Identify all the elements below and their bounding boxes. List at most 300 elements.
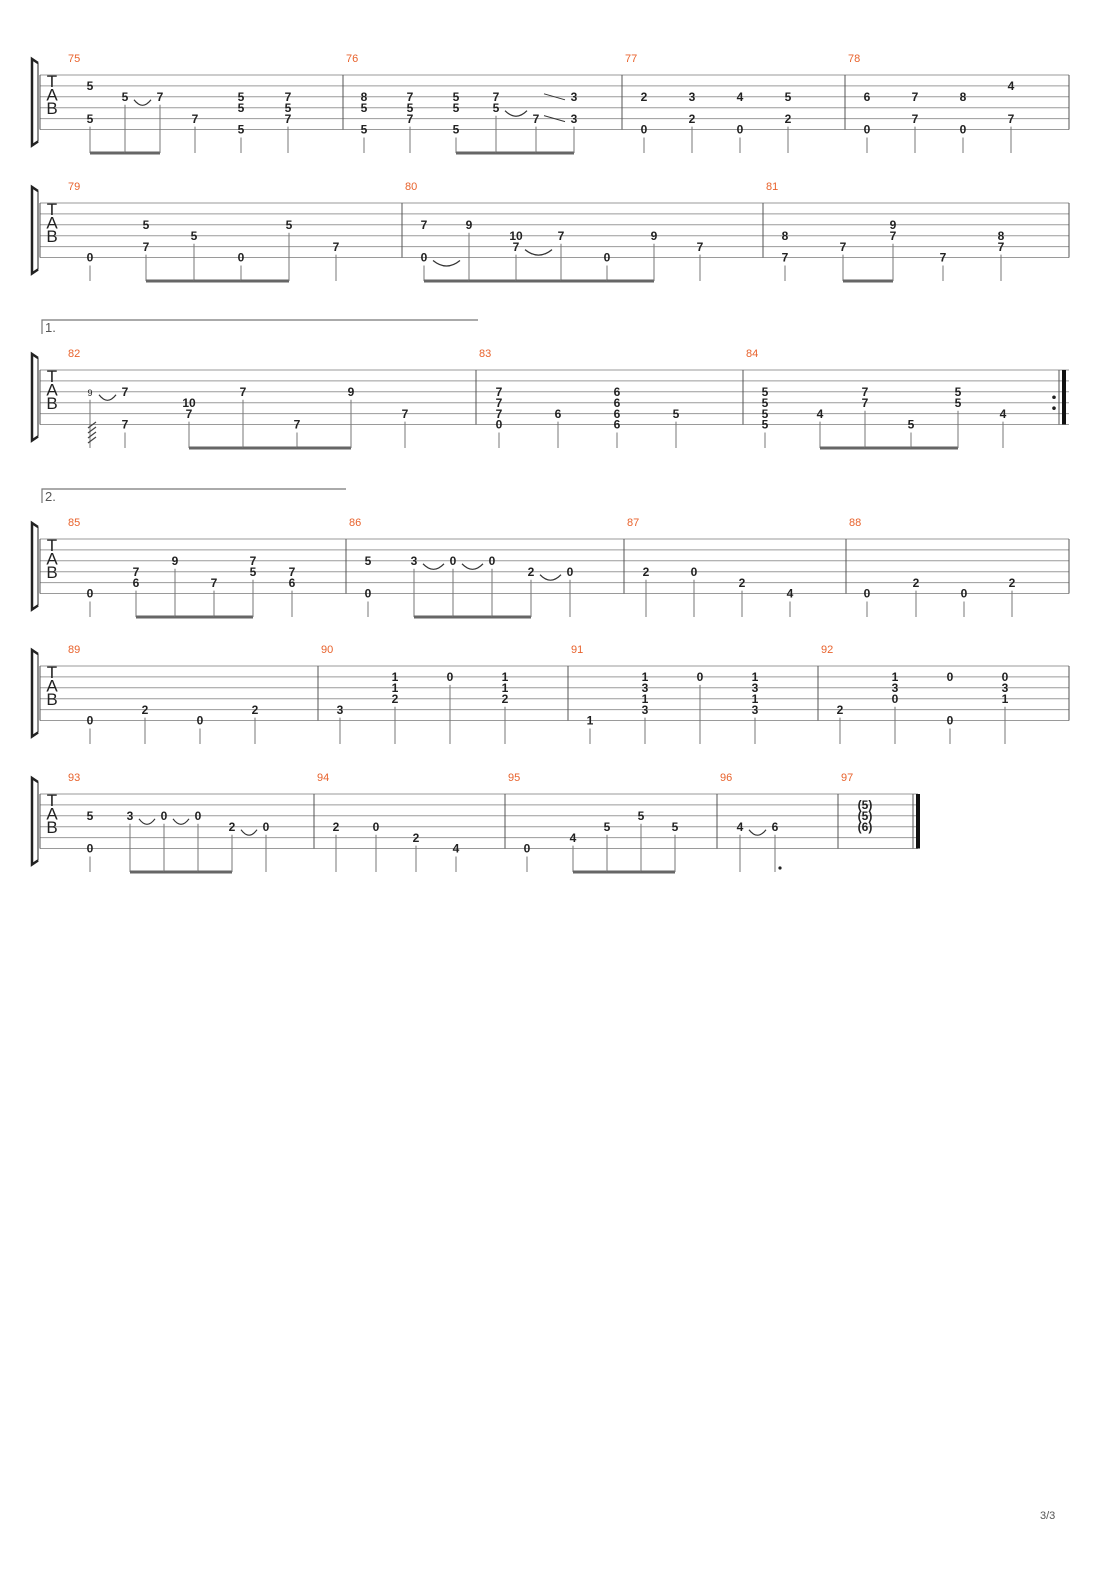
fret-number: 4 (999, 406, 1007, 421)
fret-number: 7 (406, 90, 414, 104)
beat (673, 407, 680, 448)
fret-number: 9 (87, 388, 93, 398)
beat (1008, 79, 1015, 153)
beat (672, 820, 679, 872)
fret-number: 1 (891, 670, 899, 685)
fret-number: 0 (495, 417, 503, 432)
measure (746, 348, 1064, 448)
fret-number: 10 (182, 395, 196, 410)
fret-number: 2 (1008, 575, 1016, 590)
fret-number: 2 (640, 90, 648, 104)
beat (453, 90, 496, 153)
fret-number: 7 (121, 417, 129, 432)
fret-number: 0 (372, 819, 380, 834)
tie-arc (540, 575, 561, 581)
beat (87, 388, 116, 448)
fret-number: 0 (959, 122, 967, 137)
tab-clef-letter: B (46, 690, 58, 709)
fret-number: 0 (960, 586, 968, 601)
volta-label: 1. (45, 320, 56, 335)
beat (421, 218, 469, 281)
fret-number: 1 (391, 681, 399, 695)
beat (489, 554, 531, 617)
fret-number: 5 (142, 218, 150, 232)
tab-clef-letter: T (46, 791, 58, 810)
beat (558, 229, 607, 281)
fret-number: 5 (761, 395, 769, 410)
beat (947, 670, 954, 744)
tab-system (32, 772, 918, 872)
fret-number: 0 (603, 250, 611, 265)
system-bracket (32, 778, 38, 865)
fret-number: 3 (1001, 681, 1009, 695)
tie-arc (139, 819, 155, 825)
measure (849, 517, 1069, 617)
fret-number: 0 (946, 670, 954, 685)
measure (627, 517, 846, 617)
beat (87, 714, 94, 744)
fret-number: 6 (613, 417, 621, 432)
fret-number: 7 (997, 239, 1005, 254)
beat (238, 90, 245, 153)
fret-number: 0 (946, 713, 954, 728)
measure-number: 89 (68, 644, 81, 656)
beat (737, 820, 766, 872)
fret-number: 3 (751, 681, 759, 695)
fret-number: 5 (954, 385, 962, 399)
beat (940, 251, 947, 281)
fret-number: 7 (939, 250, 947, 265)
beat (587, 714, 594, 744)
beat (127, 809, 164, 872)
measure-number: 91 (571, 644, 584, 656)
fret-number: 5 (284, 100, 292, 115)
fret-number: 3 (410, 554, 418, 568)
fret-number: 5 (637, 809, 645, 823)
measure-number: 81 (766, 181, 779, 193)
beat (571, 90, 578, 153)
measure-number: 85 (68, 517, 81, 529)
fret-number: 6 (771, 819, 779, 834)
fret-number: 8 (360, 90, 368, 104)
measure (405, 181, 763, 281)
fret-number: 7 (911, 90, 919, 104)
fret-number: 7 (532, 111, 540, 126)
beat (651, 229, 658, 281)
fret-number: 7 (239, 385, 247, 399)
fret-number: 5 (86, 809, 94, 823)
beat (908, 418, 958, 448)
fret-number: 0 (566, 564, 574, 579)
measure (841, 772, 918, 849)
fret-number: 5 (954, 395, 962, 410)
fret-number: 9 (650, 228, 658, 243)
fret-number: 7 (132, 564, 140, 579)
tab-clef-letter: A (46, 804, 58, 824)
tab-system (32, 320, 1069, 448)
measure (68, 644, 318, 744)
fret-number: 0 (891, 691, 899, 706)
page-number: 3/3 (1040, 1510, 1056, 1522)
fret-number: (5) (857, 809, 873, 823)
beat (411, 554, 453, 617)
tie-arc (505, 111, 527, 117)
fret-number: 7 (495, 395, 503, 410)
beat (697, 240, 704, 281)
beat (858, 798, 873, 834)
measure (848, 53, 1069, 153)
beat (772, 820, 782, 872)
fret-number: 7 (249, 554, 257, 568)
beat (285, 90, 292, 153)
beat (912, 90, 919, 153)
beat (407, 90, 414, 153)
fret-number: 0 (736, 122, 744, 137)
measure-number: 82 (68, 348, 81, 360)
beat (840, 240, 893, 281)
beat (493, 90, 536, 153)
beat (782, 229, 789, 281)
fret-number: 7 (284, 111, 292, 126)
fret-number: 4 (736, 819, 744, 834)
fret-number: 0 (446, 670, 454, 685)
measure-number: 87 (627, 517, 640, 529)
fret-number: 0 (863, 586, 871, 601)
beat (555, 407, 562, 448)
fret-number: 5 (761, 385, 769, 399)
fret-number: 1 (751, 670, 759, 685)
measure (321, 644, 568, 744)
tie-arc (462, 564, 483, 570)
measure-number: 88 (849, 517, 862, 529)
beat (817, 407, 865, 448)
measure (766, 181, 1069, 281)
fret-number: 1 (586, 713, 594, 728)
fret-number: 10 (509, 228, 523, 243)
beat (143, 218, 194, 281)
measure (479, 348, 743, 448)
tab-clef-letter: T (46, 663, 58, 682)
beat (533, 94, 574, 153)
tab-clef-letter: A (46, 213, 58, 233)
duration-dot (778, 866, 781, 869)
fret-number: 7 (495, 406, 503, 421)
fret-number: 3 (126, 809, 134, 823)
measure (317, 772, 505, 872)
beat (286, 218, 293, 281)
beat (1009, 576, 1016, 617)
fret-number: 7 (210, 575, 218, 590)
beat (642, 670, 649, 744)
measure (346, 53, 622, 153)
fret-number: 7 (156, 90, 164, 104)
fret-number: 5 (249, 564, 257, 579)
arpeggio-mark (88, 427, 96, 433)
fret-number: 6 (613, 406, 621, 421)
fret-number: 0 (420, 250, 428, 265)
beat (739, 576, 746, 617)
fret-number: 0 (196, 713, 204, 728)
beat (697, 670, 704, 744)
beat (294, 418, 351, 448)
beat (862, 385, 911, 448)
fret-number: 0 (863, 122, 871, 137)
beat (238, 251, 289, 281)
beat (864, 587, 871, 617)
beat (122, 385, 129, 448)
beat (570, 831, 607, 872)
fret-number: 6 (863, 90, 871, 104)
measure (571, 644, 818, 744)
fret-number: 3 (570, 90, 578, 104)
beat (502, 670, 509, 744)
fret-number: 7 (332, 239, 340, 254)
fret-number: 5 (360, 122, 368, 137)
beat (960, 90, 967, 153)
fret-number: 7 (781, 250, 789, 265)
fret-number: 5 (452, 90, 460, 104)
fret-number: 8 (781, 228, 789, 243)
fret-number: (6) (857, 819, 873, 834)
fret-number: 0 (696, 670, 704, 685)
fret-number: 5 (237, 100, 245, 115)
fret-number: 7 (142, 239, 150, 254)
fret-number: 8 (959, 90, 967, 104)
measure-number: 83 (479, 348, 492, 360)
fret-number: 4 (786, 586, 794, 601)
fret-number: 3 (336, 702, 344, 717)
beat (864, 90, 871, 153)
beat (161, 809, 198, 872)
fret-number: 5 (672, 406, 680, 421)
beat (133, 565, 175, 617)
fret-number: 7 (1007, 111, 1015, 126)
tab-clef-letter: B (46, 99, 58, 118)
fret-number: 7 (557, 228, 565, 243)
measure-number: 90 (321, 644, 334, 656)
fret-number: 0 (364, 586, 372, 601)
measure (720, 772, 838, 872)
fret-number: 2 (332, 819, 340, 834)
measure-number: 79 (68, 181, 81, 193)
fret-number: 1 (641, 670, 649, 685)
beat (524, 842, 531, 872)
fret-number: 2 (228, 819, 236, 834)
beat (453, 842, 460, 872)
beat (333, 240, 340, 281)
fret-number: 1 (641, 691, 649, 706)
volta-bracket (42, 489, 346, 503)
fret-number: 5 (237, 122, 245, 137)
repeat-dot (1052, 406, 1056, 410)
measure-number: 80 (405, 181, 418, 193)
fret-number: 4 (1007, 79, 1015, 94)
fret-number: 2 (391, 691, 399, 706)
beat (604, 251, 654, 281)
beat (998, 229, 1005, 281)
fret-number: 6 (288, 575, 296, 590)
fret-number: 5 (285, 218, 293, 232)
tab-clef-letter: T (46, 536, 58, 555)
beat (229, 820, 257, 872)
beat (737, 90, 744, 153)
beat (1002, 670, 1009, 744)
fret-number: 5 (452, 100, 460, 115)
measure (821, 644, 1069, 744)
fret-number: 6 (132, 575, 140, 590)
measure-number: 76 (346, 53, 359, 65)
tie-arc (433, 261, 460, 267)
fret-number: 0 (523, 841, 531, 856)
tab-clef-letter: T (46, 200, 58, 219)
beat (87, 79, 125, 153)
volta-bracket (42, 320, 478, 334)
beat (197, 714, 204, 744)
fret-number: 7 (288, 564, 296, 579)
beat (192, 112, 199, 153)
fret-number: 3 (641, 681, 649, 695)
fret-number: 0 (194, 809, 202, 823)
beat (892, 670, 899, 744)
fret-number: 5 (452, 122, 460, 137)
tab-system (32, 181, 1069, 281)
fret-number: 7 (492, 90, 500, 104)
fret-number: 0 (86, 713, 94, 728)
beat (413, 831, 420, 872)
fret-number: 0 (488, 554, 496, 568)
fret-number: 1 (501, 670, 509, 685)
fret-number: 9 (465, 218, 473, 232)
fret-number: 5 (190, 228, 198, 243)
beat (752, 670, 759, 744)
beat (955, 385, 962, 448)
fret-number: 3 (641, 702, 649, 717)
tie-arc (134, 100, 151, 106)
beat (373, 820, 380, 872)
measure-number: 93 (68, 772, 81, 784)
fret-number: 7 (284, 90, 292, 104)
fret-number: 1 (391, 670, 399, 685)
beat (466, 218, 516, 281)
fret-number: 5 (237, 90, 245, 104)
beat (837, 703, 844, 744)
beat (252, 703, 259, 744)
tie-arc (99, 395, 116, 401)
fret-number: 7 (839, 239, 847, 254)
measure (68, 181, 402, 281)
fret-number: 7 (889, 228, 897, 243)
fret-number: 3 (751, 702, 759, 717)
fret-number: 2 (688, 111, 696, 126)
beat (1000, 407, 1007, 448)
system-bracket (32, 650, 38, 737)
fret-number: 2 (912, 575, 920, 590)
tie-arc (241, 830, 257, 836)
tab-clef-letter: A (46, 380, 58, 400)
tie-arc (749, 830, 766, 836)
beat (638, 809, 675, 872)
measure-number: 97 (841, 772, 854, 784)
fret-number: 7 (512, 239, 520, 254)
fret-number: 7 (495, 385, 503, 399)
fret-number: 0 (262, 819, 270, 834)
tie-arc (423, 564, 444, 570)
tab-clef-letter: B (46, 394, 58, 413)
fret-number: 5 (360, 100, 368, 115)
fret-number: 7 (696, 239, 704, 254)
beat (195, 809, 232, 872)
fret-number: 7 (911, 111, 919, 126)
fret-number: 3 (891, 681, 899, 695)
beat (289, 565, 296, 617)
beat (402, 407, 409, 448)
system-bracket (32, 59, 38, 146)
fret-number: 7 (420, 218, 428, 232)
beat (172, 554, 214, 617)
fret-number: 2 (251, 702, 259, 717)
beat (689, 90, 696, 153)
beat (333, 820, 340, 872)
fret-number: 9 (171, 554, 179, 568)
beat (157, 90, 164, 153)
fret-number: 5 (492, 100, 500, 115)
tab-clef-letter: A (46, 676, 58, 696)
fret-number: (5) (857, 798, 873, 813)
system-bracket (32, 187, 38, 274)
fret-number: 6 (554, 406, 562, 421)
tab-clef-letter: B (46, 818, 58, 837)
beat (509, 229, 561, 281)
beat (348, 385, 355, 448)
fret-number: 5 (761, 417, 769, 432)
tab-system (32, 489, 1069, 617)
measure-number: 78 (848, 53, 861, 65)
fret-number: 7 (121, 385, 129, 399)
fret-number: 5 (761, 406, 769, 421)
measure (625, 53, 845, 153)
measure-number: 84 (746, 348, 759, 360)
beat (496, 385, 503, 448)
beat (361, 90, 368, 153)
measure-number: 92 (821, 644, 834, 656)
fret-number: 5 (406, 100, 414, 115)
fret-number: 2 (738, 575, 746, 590)
beat (87, 809, 94, 872)
beat (250, 554, 257, 617)
fret-number: 0 (640, 122, 648, 137)
beat (528, 565, 561, 617)
beat (450, 554, 492, 617)
fret-number: 2 (501, 691, 509, 706)
fret-number: 5 (86, 79, 94, 94)
fret-number: 7 (406, 111, 414, 126)
fret-number: 0 (237, 250, 245, 265)
tab-clef-letter: T (46, 367, 58, 386)
fret-number: 9 (347, 385, 355, 399)
tab-clef-letter: B (46, 563, 58, 582)
tab-clef-letter: T (46, 72, 58, 91)
measure (68, 53, 343, 153)
beat (337, 703, 344, 744)
beat (191, 229, 241, 281)
tab-system (32, 53, 1069, 153)
system-bracket (32, 523, 38, 610)
fret-number: 6 (613, 385, 621, 399)
beat (787, 587, 794, 617)
repeat-dot (1052, 395, 1056, 399)
fret-number: 7 (861, 395, 869, 410)
beat (447, 670, 454, 744)
